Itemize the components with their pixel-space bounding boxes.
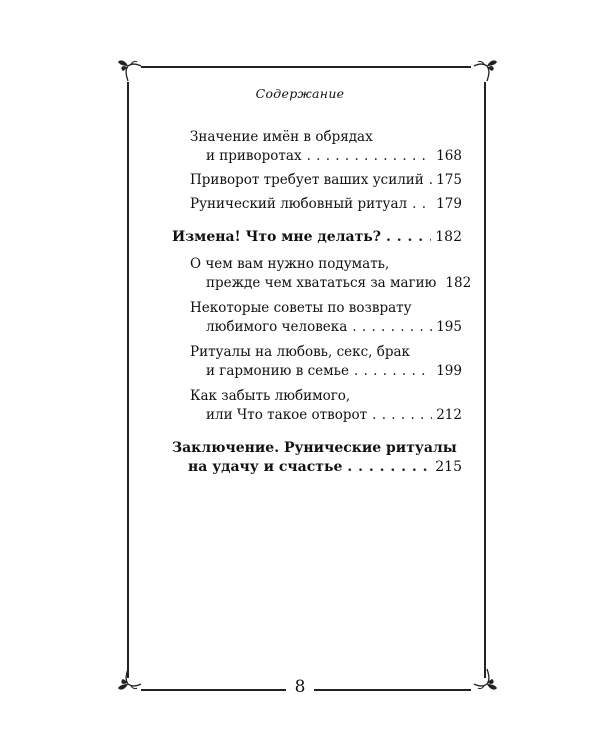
toc-entry-runic-love-ritual[interactable]: [172, 195, 462, 214]
toc-chapter-page: 215: [435, 459, 462, 475]
frame-right-rule: [484, 82, 486, 678]
leader-dots: [372, 406, 432, 425]
toc-entry-page: 199: [436, 363, 462, 379]
toc-entry-title-line2: прежде чем хвататься за магию: [206, 275, 437, 291]
frame-top-rule: [141, 66, 471, 68]
toc-entry-title-line1: Некоторые советы по возврату: [190, 300, 412, 316]
running-header: Содержание: [255, 86, 345, 101]
leader-dots: [354, 362, 432, 381]
toc-entry-return-beloved[interactable]: [172, 299, 462, 337]
toc-chapter-title: Измена! Что мне делать?: [172, 229, 381, 245]
toc-entry-title-line2: и гармонию в семье: [206, 363, 350, 379]
leader-dots: [352, 318, 432, 337]
toc-chapter-title-line2: на удачу и счастье: [188, 459, 343, 475]
frame-left-rule: [127, 82, 129, 678]
toc-entry-page: 182: [445, 275, 472, 291]
toc-entry-title-line1: Ритуалы на любовь, секс, брак: [190, 344, 410, 360]
corner-ornament-top-right-icon: [470, 54, 500, 84]
toc-entry-title-line2: любимого человека: [206, 319, 348, 335]
toc-entry-title: Приворот требует ваших усилий: [190, 172, 424, 188]
leader-dots: [307, 147, 433, 166]
toc-entry-title-line1: Значение имён в обрядах: [190, 129, 373, 145]
toc-entry-title: Рунический любовный ритуал: [190, 196, 408, 212]
toc-entry-names-in-rituals[interactable]: [172, 128, 462, 166]
toc-entry-love-spell-effort[interactable]: [172, 171, 462, 190]
toc-entry-title-line2: и приворотах: [206, 148, 302, 164]
toc-entry-title-line1: О чем вам нужно подумать,: [190, 256, 390, 272]
toc-chapter-page: 182: [435, 229, 462, 245]
toc-entry-page: 168: [436, 148, 462, 164]
toc-entry-page: 175: [436, 172, 462, 188]
toc-entry-forget-beloved[interactable]: [172, 387, 462, 425]
toc-entry-title-line1: Как забыть любимого,: [190, 388, 351, 404]
table-of-contents: [172, 128, 472, 477]
page-number-text: 8: [286, 677, 315, 697]
toc-entry-rituals-love-family[interactable]: [172, 343, 462, 381]
toc-entry-title-line2: или Что такое отворот: [206, 407, 368, 423]
toc-chapter-conclusion[interactable]: [172, 439, 462, 477]
leader-dots: [347, 458, 431, 477]
page-number: [0, 675, 600, 699]
toc-entry-page: 195: [436, 319, 462, 335]
toc-entry-page: 179: [436, 196, 462, 212]
toc-entry-page: 212: [436, 407, 462, 423]
leader-dots: [429, 171, 432, 190]
corner-ornament-top-left-icon: [115, 54, 145, 84]
toc-chapter-betrayal[interactable]: [172, 228, 462, 247]
leader-dots: [386, 228, 431, 247]
leader-dots: [412, 195, 432, 214]
toc-entry-think-before-magic[interactable]: [172, 255, 472, 293]
toc-chapter-title-line1: Заключение. Рунические ритуалы: [172, 440, 457, 456]
